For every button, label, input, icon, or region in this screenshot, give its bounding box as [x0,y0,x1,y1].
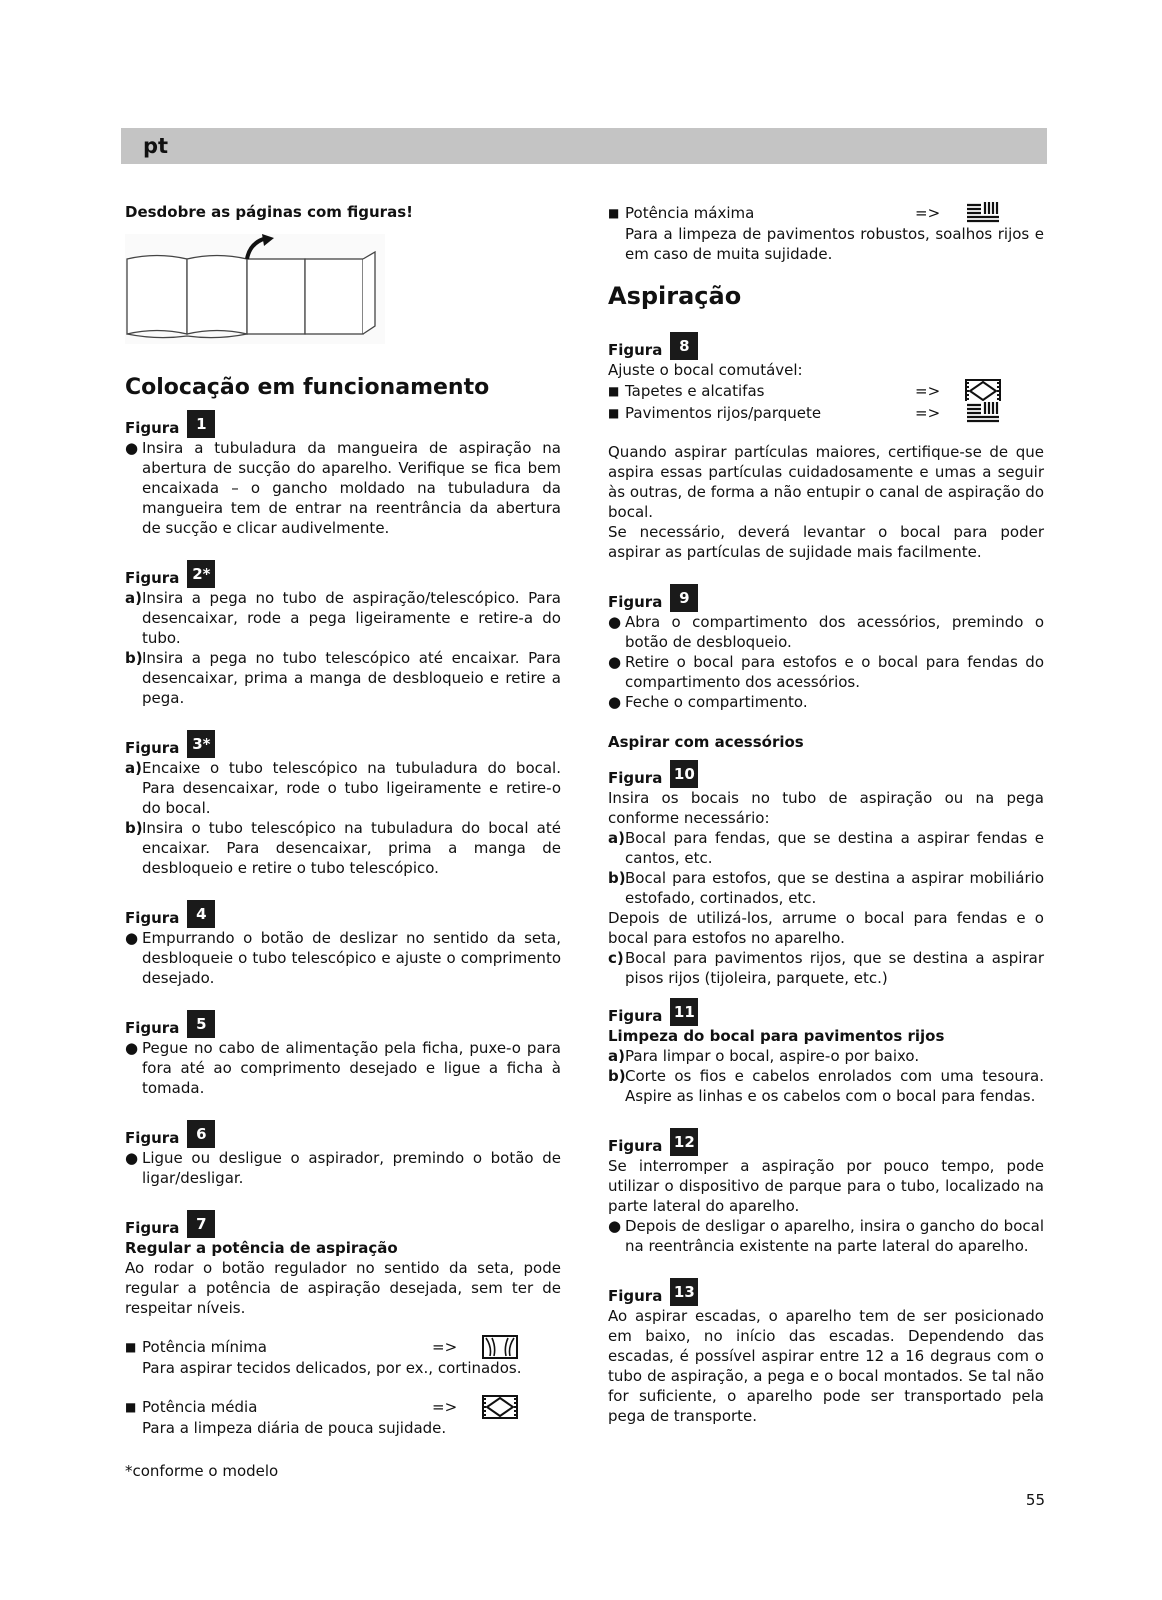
unfold-note: Desdobre as páginas com figuras! [125,203,413,221]
list-item: b) Bocal para estofos, que se destina a aspirar mobiliário estofado, cortinados, etc. [608,869,1044,907]
list-item: c) Bocal para pavimentos rijos, que se destina a aspirar pisos rijos (tijoleira, parquete, etc.) [608,949,1044,987]
square-bullet-icon: ■ [608,406,620,420]
list-item: a) Para limpar o bocal, aspire-o por baixo. [608,1047,920,1065]
figure-label-3: Figura 3* [125,726,561,758]
bullet-icon: ● [608,693,622,711]
subheading-limpeza-bocal: Limpeza do bocal para pavimentos rijos [608,1027,945,1045]
item-label: a) [125,759,142,777]
list-item: a) Bocal para fendas, que se destina a aspirar fendas e cantos, etc. [608,829,1044,867]
parquet-icon [965,401,1001,425]
figure-number-badge: 9 [670,584,698,612]
figure-number-badge: 12 [670,1128,698,1156]
list-item: ● Retire o bocal para estofos e o bocal para fendas do compartimento dos acessórios. [608,653,1044,691]
bullet-icon: ● [608,653,622,671]
list-item: ● Feche o compartimento. [608,693,808,711]
list-item: ● Empurrando o botão de deslizar no sentido da seta, desbloqueie o tubo telescópico e ajuste o comprimento desejado. [125,929,561,987]
paragraph: Quando aspirar partículas maiores, certifique-se de que aspira essas partículas cuidadosamente e umas a seguir às outras, de forma a não entupir o canal de aspiração do bocal. [608,443,1044,521]
list-item: ● Insira a tubuladura da mangueira de aspiração na abertura de sucção do aparelho. Verifique se fica bem encaixada – o gancho moldado na tubuladura da mangueira tem de entrar na reentrância da abertura de sucção e clicar audivelmente. [125,439,561,537]
figure-number-badge: 7 [187,1210,215,1238]
bullet-icon: ● [125,1039,139,1057]
figure-label-12: Figura 12 [608,1124,1044,1156]
carpet-icon [482,1395,518,1419]
list-item: ● Ligue ou desligue o aspirador, premindo o botão de ligar/desligar. [125,1149,561,1187]
item-label: b) [608,1067,626,1085]
figure-number-badge: 1 [187,410,215,438]
item-label: b) [608,869,626,887]
section-title-colocacao: Colocação em funcionamento [125,375,490,400]
section-title-aspiracao: Aspiração [608,282,742,310]
list-item: a) Insira a pega no tubo de aspiração/telescópico. Para desencaixar, rode a pega ligeiramente e retire-a do tubo. [125,589,561,647]
figure-label-8: Figura 8 [608,328,1044,360]
figure-number-badge: 4 [187,900,215,928]
bullet-icon: ● [125,929,139,947]
paragraph: Ao rodar o botão regulador no sentido da seta, pode regular a potência de aspiração desejada, sem ter de respeitar níveis. [125,1259,561,1317]
right-column: ■ Potência máxima => Para a limpeza de pavimentos robustos, soalhos rijos e em caso de muita sujidade. Aspiração Figura 8 Ajuste o bocal comutável: ■ Tapetes e alcatifas => ■ Pavimentos rijos/parquete => Quando aspirar partículas maiores, certifique-se de que aspira essas partículas cuidadosamente e umas a seguir às outras, de forma a não entupir o canal de aspiração do bocal. Se necessário, deverá levantar o bocal para poder aspirar as partículas de sujidade mais facilmente. Figura 9 ● Abra o compartimento dos acessórios, premindo o botão de desbloqueio. ● Retire o bocal para estofos e o bocal para fendas do compartimento dos acessórios. ● Feche o compartimento. Aspirar com acessórios Figura 10 Insira os bocais no tubo de aspiração ou na pega conforme necessário: a) Bocal para fendas, que se destina a aspirar fendas e cantos, etc. b) Bocal para estofos, que se destina a aspirar mobiliário estofado, cortinados, etc. Depois de utilizá-los, arrume o bocal para fendas e o bocal para estofos no aparelho. c) Bocal para pavimentos rijos, que se destina a aspirar pisos rijos (tijoleira, parquete, etc.) Figura 11 Limpeza do bocal para pavimentos rijos a) Para limpar o bocal, aspire-o por baixo. b) Corte os fios e cabelos enrolados com uma tesoura. Aspire as linhas e os cabelos com o bocal para fendas. Figura 12 Se interromper a aspiração por pouco tempo, pode utilizar o dispositivo de parque para o tubo, localizado na parte lateral do aparelho. ● Depois de desligar o aparelho, insira o gancho do bocal na reentrância existente na parte lateral do aparelho. Figura 13 Ao aspirar escadas, o aparelho tem de ser posicionado em baixo, no início das escadas. Dependendo das escadas, é possível aspirar entre 12 a 16 degraus com o tubo de aspiração, a pega e o bocal montados. Se tal não for suficiente, o aparelho pode ser transportado pela pega de transporte. [608,202,1044,1426]
square-bullet-icon: ■ [125,1340,137,1354]
square-bullet-icon: ■ [125,1400,137,1414]
list-item: b) Insira o tubo telescópico na tubuladura do bocal até encaixar. Para desencaixar, prima a manga de desbloqueio e retire o tubo telescópico. [125,819,561,877]
figure-label-11: Figura 11 [608,994,1044,1026]
figure-number-badge: 13 [670,1278,698,1306]
list-item: ● Depois de desligar o aparelho, insira o gancho do bocal na reentrância existente na parte lateral do aparelho. [608,1217,1044,1255]
bullet-icon: ● [608,613,622,631]
figure-label-10: Figura 10 [608,756,1044,788]
figure-label-13: Figura 13 [608,1274,1044,1306]
figure-label-5: Figura 5 [125,1006,561,1038]
figure-number-badge: 11 [670,998,698,1026]
bullet-icon: ● [125,439,139,457]
item-label: a) [608,829,625,847]
page-number: 55 [1025,1491,1045,1509]
power-min-block: ■ Potência mínima => Para aspirar tecidos delicados, por ex., cortinados. [125,1336,561,1378]
item-label: b) [125,819,143,837]
language-code: pt [143,134,169,158]
square-bullet-icon: ■ [608,384,620,398]
figure-number-badge: 2* [187,560,215,588]
figure-label-2: Figura 2* [125,556,561,588]
nozzle-setting-hard-floor: ■ Pavimentos rijos/parquete => [608,402,1044,424]
item-label: c) [608,949,624,967]
power-max-block: ■ Potência máxima => Para a limpeza de pavimentos robustos, soalhos rijos e em caso de muita sujidade. [608,202,1044,264]
bullet-icon: ● [608,1217,622,1235]
item-label: b) [125,649,143,667]
figure-label-7: Figura 7 [125,1206,561,1238]
subheading-acessorios: Aspirar com acessórios [608,733,804,751]
figure-number-badge: 6 [187,1120,215,1148]
figure-label-4: Figura 4 [125,896,561,928]
fold-out-pages-illustration [125,234,385,344]
subheading-regular-potencia: Regular a potência de aspiração [125,1239,398,1257]
left-column [125,202,561,1438]
figure-label-1: Figura 1 [125,406,561,438]
paragraph: Se necessário, deverá levantar o bocal para poder aspirar as partículas de sujidade mais facilmente. [608,523,1044,561]
list-item: a) Encaixe o tubo telescópico na tubuladura do bocal. Para desencaixar, rode o tubo ligeiramente e retire-o do bocal. [125,759,561,817]
nozzle-setting-carpet: ■ Tapetes e alcatifas => [608,380,1044,402]
figure-number-badge: 8 [670,332,698,360]
figure-number-badge: 5 [187,1010,215,1038]
square-bullet-icon: ■ [608,206,620,220]
carpet-icon [965,379,1001,403]
bullet-icon: ● [125,1149,139,1167]
figure-number-badge: 10 [670,760,698,788]
item-label: a) [125,589,142,607]
list-item: ● Pegue no cabo de alimentação pela ficha, puxe-o para fora até ao comprimento desejado e ligue a ficha à tomada. [125,1039,561,1097]
figure-label-6: Figura 6 [125,1116,561,1148]
figure-number-badge: 3* [187,730,215,758]
list-item: b) Corte os fios e cabelos enrolados com uma tesoura. Aspire as linhas e os cabelos com o bocal para fendas. [608,1067,1044,1105]
figure-label-9: Figura 9 [608,580,1044,612]
power-med-block: ■ Potência média => Para a limpeza diária de pouca sujidade. [125,1396,561,1438]
item-label: a) [608,1047,625,1065]
parquet-icon [965,201,1001,225]
list-item: b) Insira a pega no tubo telescópico até encaixar. Para desencaixar, prima a manga de desbloqueio e retire a pega. [125,649,561,707]
footnote: *conforme o modelo [125,1462,279,1480]
language-bar [121,128,1047,164]
list-item: ● Abra o compartimento dos acessórios, premindo o botão de desbloqueio. [608,613,1044,651]
curtain-icon [482,1335,518,1359]
